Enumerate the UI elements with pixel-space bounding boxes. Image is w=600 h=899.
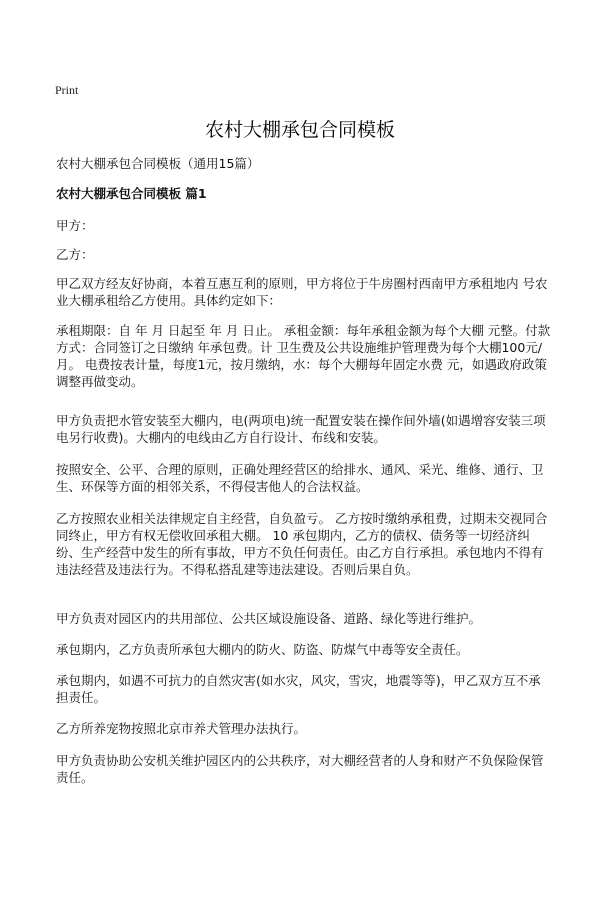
paragraph-neighbor-relations: 按照安全、公平、合理的原则，正确处理经营区的给排水、通风、采光、维修、通行、卫生、环保等方面的相邻关系，不得侵害他人的合法权益。 (56, 462, 544, 494)
paragraph-party-b: 乙方： (56, 247, 94, 262)
paragraph-party-a: 甲方： (56, 218, 94, 233)
paragraph-safety: 承包期内，乙方负责所承包大棚内的防火、防盗、防煤气中毒等安全责任。 (56, 642, 469, 657)
paragraph-maintenance: 甲方负责对园区内的共用部位、公共区域设施设备、道路、绿化等进行维护。 (56, 611, 482, 626)
document-title: 农村大棚承包合同模板 (204, 119, 395, 141)
document-subtitle: 农村大棚承包合同模板（通用15篇） (56, 156, 260, 171)
paragraph-utilities: 甲方负责把水管安装至大棚内，电(两项电)统一配置安装在操作间外墙(如遇增容安装三项电另行收费)。大棚内的电线由乙方自行设计、布线和安装。 (56, 413, 546, 445)
print-link[interactable]: Print (55, 83, 79, 97)
paragraph-force-majeure: 承包期内，如遇不可抗力的自然灾害(如水灾，风灾，雪灾，地震等等)，甲乙双方互不承担责任。 (56, 673, 541, 705)
paragraph-public-order: 甲方负责协助公安机关维护园区内的公共秩序，对大棚经营者的人身和财产不负保险保管责任。 (56, 753, 544, 785)
paragraph-term-and-fees: 承租期限：自 年 月 日起至 年 月 日止。 承租金额：每年承租金额为每个大棚 元整。付款方式：合同签订之日缴纳 年承包费。计 卫生费及公共设施维护管理费为每个大棚100元/月。 电费按表计量，每度1元，按月缴纳，水：每个大棚每年固定水费 元，如遇政府政策调整再做变动。 (56, 323, 551, 389)
paragraph-intro: 甲乙双方经友好协商，本着互惠互利的原则，甲方将位于牛房圈村西南甲方承租地内 号农业大棚承租给乙方使用。具体约定如下： (56, 276, 548, 308)
paragraph-pets: 乙方所养宠物按照北京市养犬管理办法执行。 (56, 721, 307, 736)
section-heading: 农村大棚承包合同模板 篇1 (56, 186, 207, 201)
paragraph-self-operation: 乙方按照农业相关法律规定自主经营，自负盈亏。 乙方按时缴纳承租费，过期未交视同合同终止，甲方有权无偿收回承租大棚。 10 承包期内，乙方的债权、债务等一切经济纠纷、生产经营中发生的所有事故，甲方不负任何责任。由乙方自行承担。承包地内不得有违法经营及违法行为。不得私搭乱建等违法建设。否则后果自负。 (56, 511, 548, 577)
